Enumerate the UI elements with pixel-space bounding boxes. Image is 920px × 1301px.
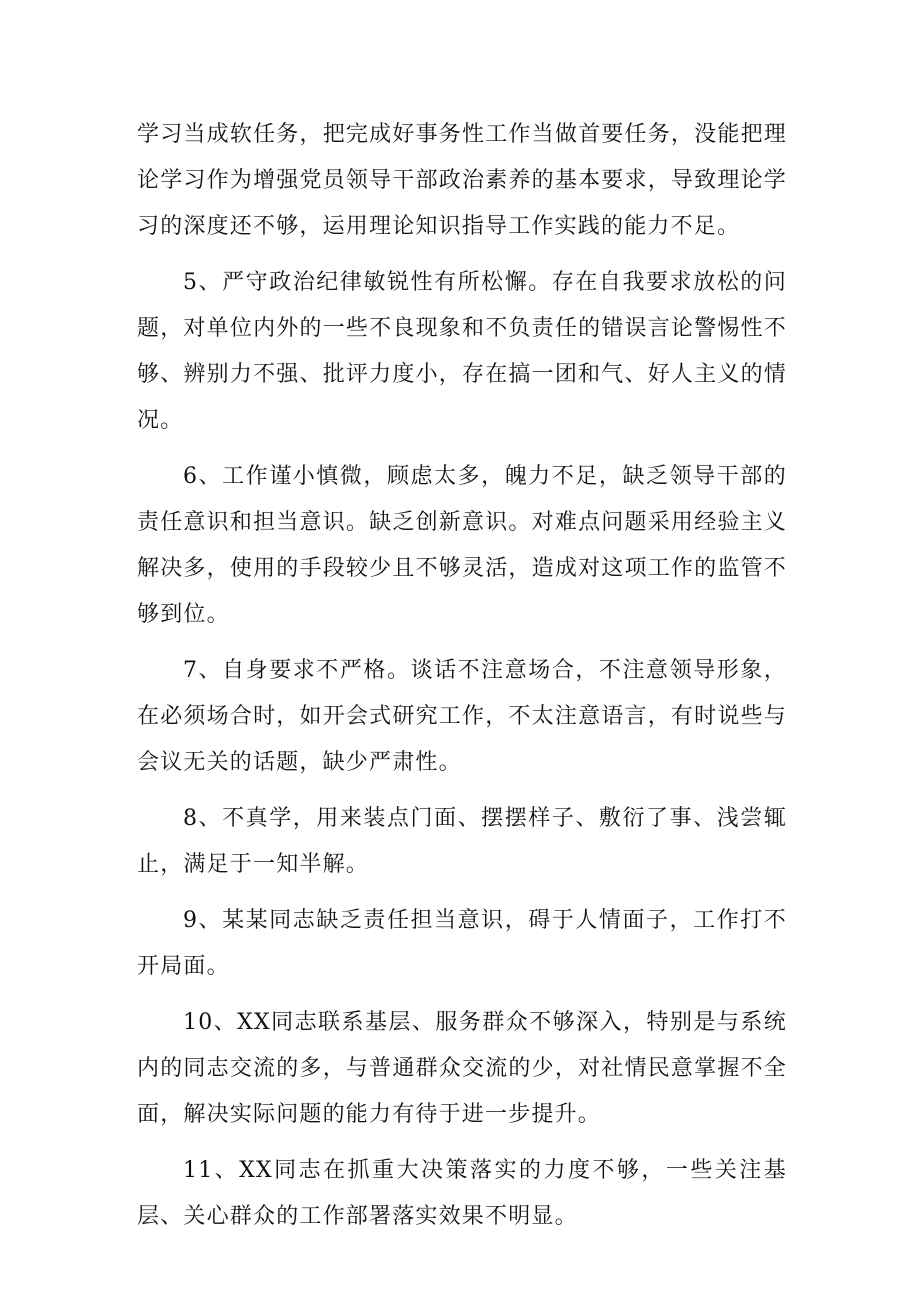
paragraph-item-7: 7、自身要求不严格。谈话不注意场合，不注意领导形象，在必须场合时，如开会式研究工作，不太注意语言，有时说些与会议无关的话题，缺少严肃性。 <box>137 658 787 775</box>
paragraph-item-5: 5、严守政治纪律敏锐性有所松懈。存在自我要求放松的问题，对单位内外的一些不良现象和不负责任的错误言论警惕性不够、辨别力不强、批评力度小，存在搞一团和气、好人主义的情况。 <box>137 270 787 433</box>
paragraph-item-8: 8、不真学，用来装点门面、摆摆样子、敷衍了事、浅尝辄止，满足于一知半解。 <box>137 806 787 877</box>
document-body <box>137 112 787 1250</box>
paragraph-continued: 学习当成软任务，把完成好事务性工作当做首要任务，没能把理论学习作为增强党员领导干部政治素养的基本要求，导致理论学习的深度还不够，运用理论知识指导工作实践的能力不足。 <box>137 122 787 239</box>
paragraph-item-9: 9、某某同志缺乏责任担当意识，碍于人情面子，工作打不开局面。 <box>137 908 787 979</box>
paragraph-item-6: 6、工作谨小慎微，顾虑太多，魄力不足，缺乏领导干部的责任意识和担当意识。缺乏创新意识。对难点问题采用经验主义解决多，使用的手段较少且不够灵活，造成对这项工作的监管不够到位。 <box>137 464 787 627</box>
paragraph-item-11: 11、XX同志在抓重大决策落实的力度不够，一些关注基层、关心群众的工作部署落实效果不明显。 <box>137 1158 787 1229</box>
paragraph-item-10: 10、XX同志联系基层、服务群众不够深入，特别是与系统内的同志交流的多，与普通群众交流的少，对社情民意掌握不全面，解决实际问题的能力有待于进一步提升。 <box>137 1010 787 1127</box>
